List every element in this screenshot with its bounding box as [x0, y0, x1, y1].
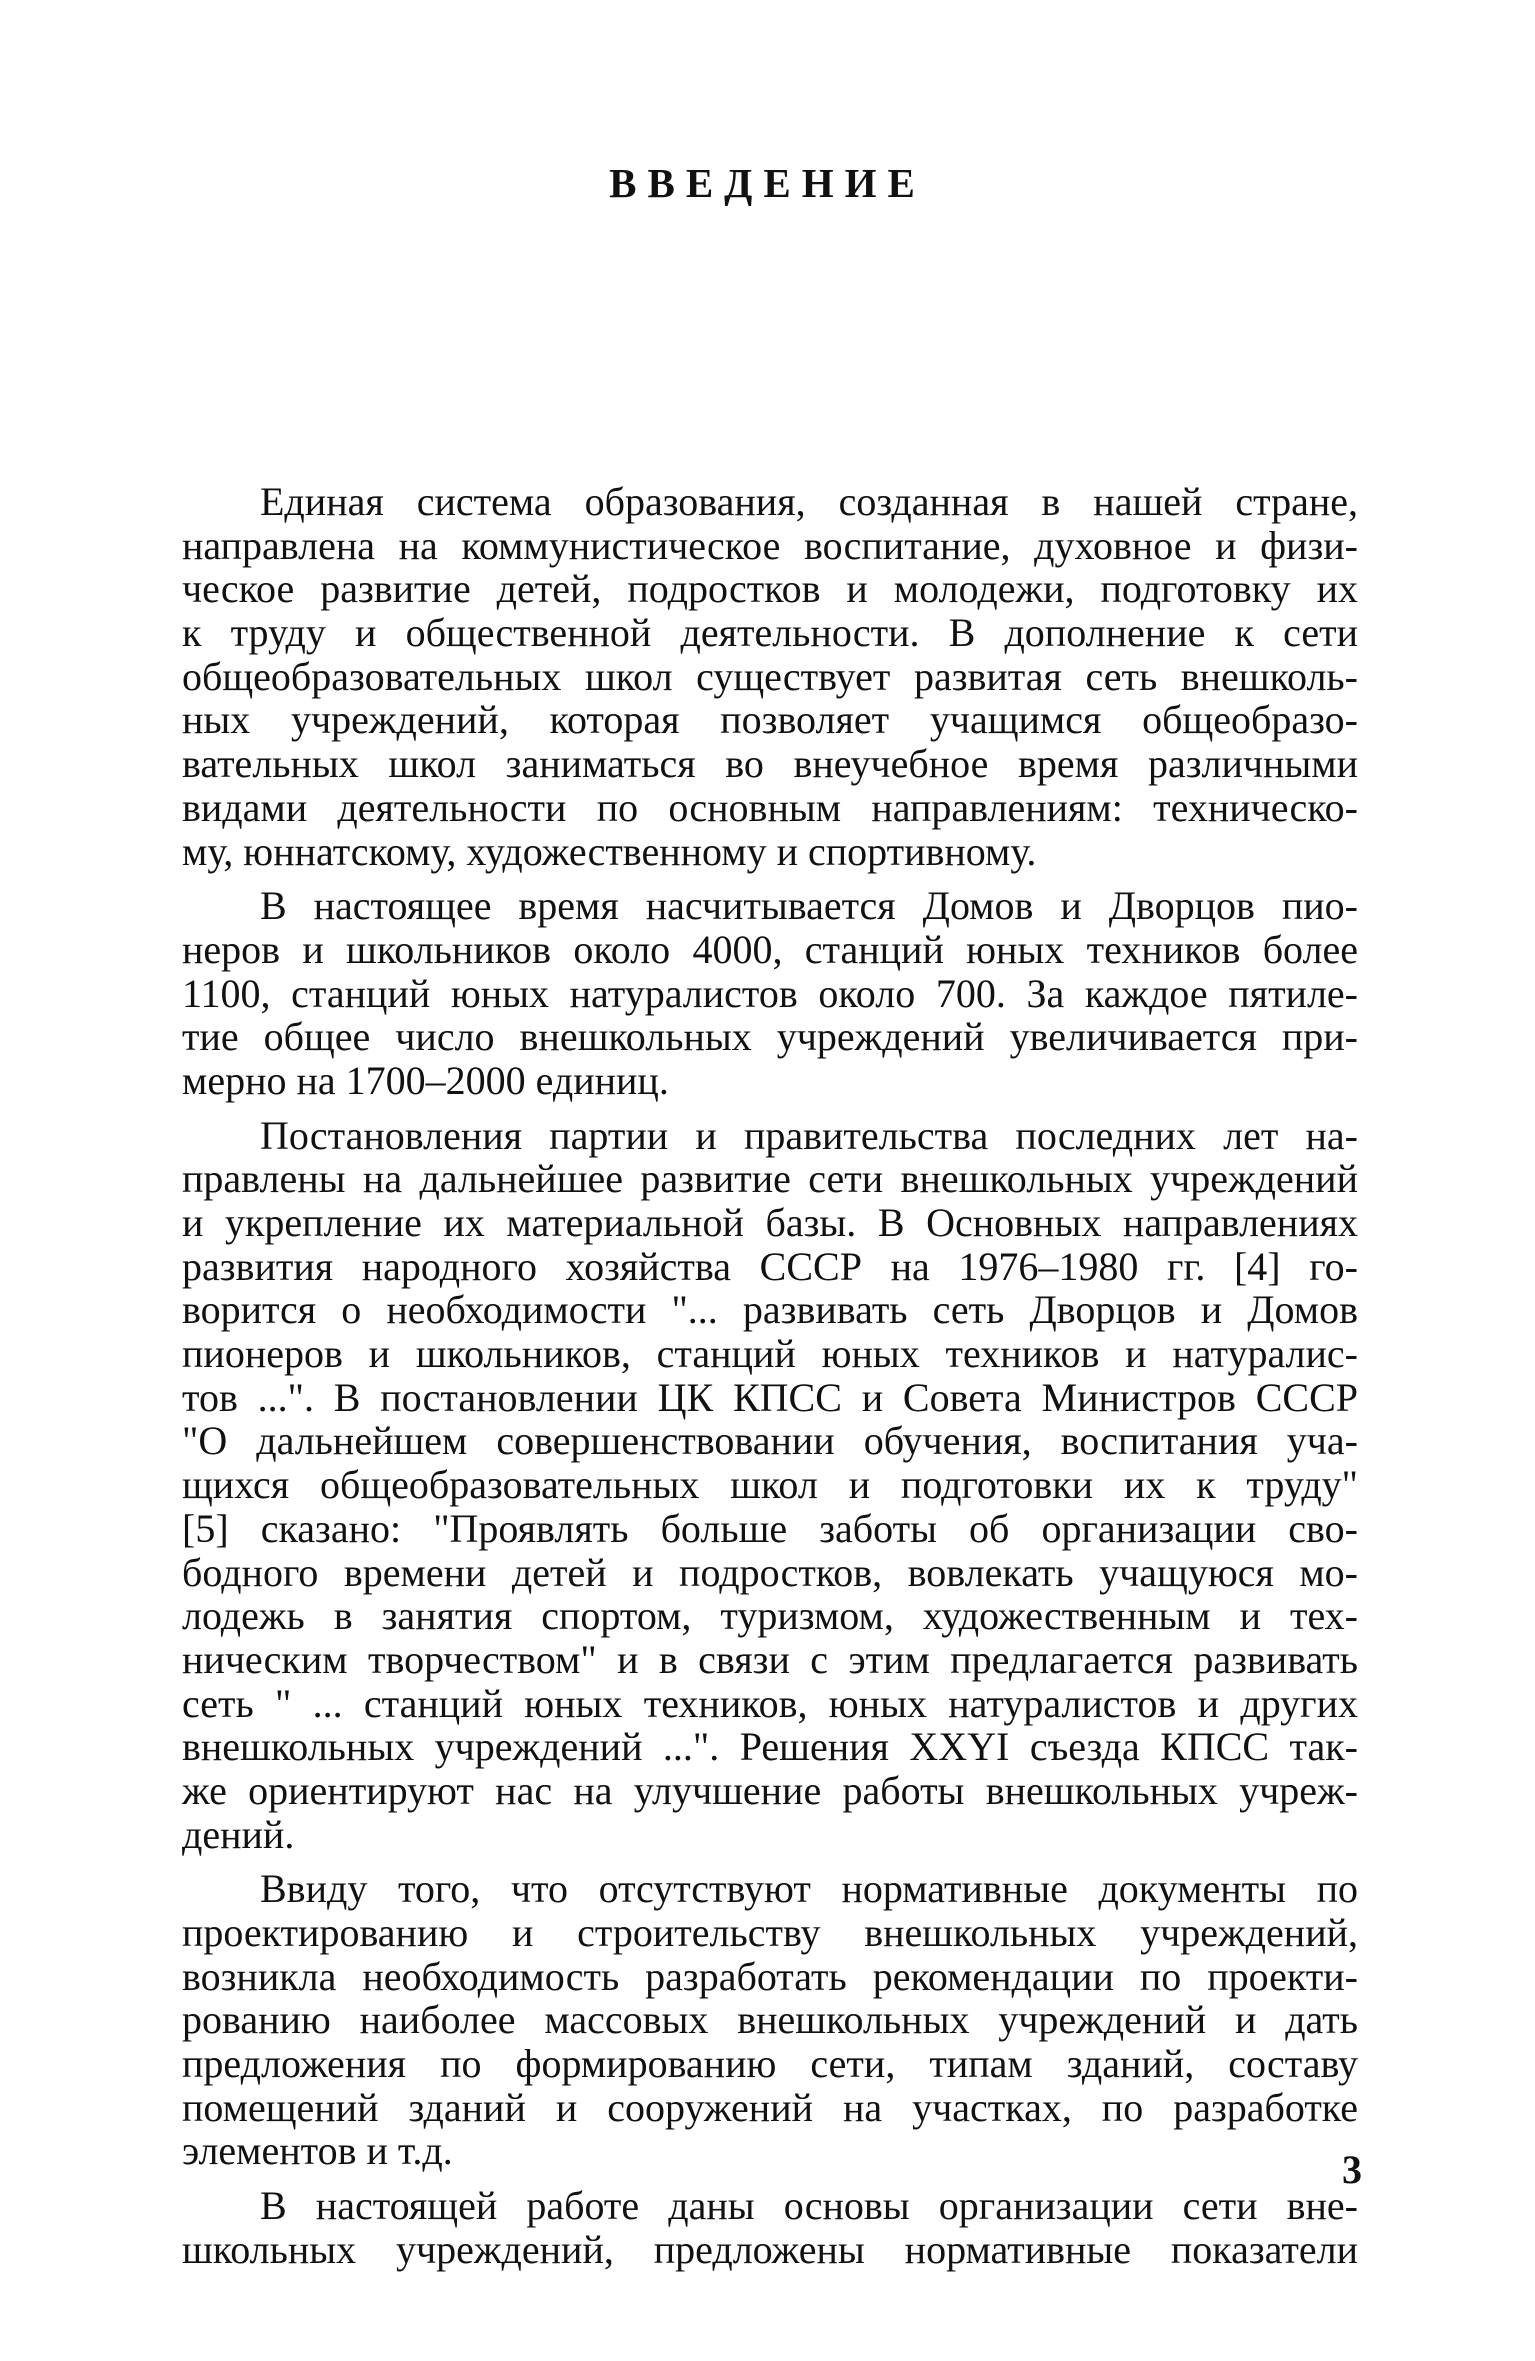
text-line: ных учреждений, которая позволяет учащимся общеобразо-: [182, 697, 1358, 743]
paragraph: [182, 480, 1358, 873]
text-line: видами деятельности по основным направлениям: техническо-: [182, 784, 1358, 830]
text-line: ческое развитие детей, подростков и молодежи, подготовку их: [182, 566, 1358, 612]
text-line: му, юннатскому, художественному и спортивному.: [182, 828, 1037, 874]
text-line: предложения по формированию сети, типам зданий, составу: [182, 2041, 1358, 2087]
text-line: направлена на коммунистическое воспитание, духовное и физи-: [182, 522, 1358, 568]
text-line: тов ...". В постановлении ЦК КПСС и Совета Министров СССР: [182, 1374, 1358, 1420]
text-line: [5] сказано: "Проявлять больше заботы об организации сво-: [182, 1505, 1358, 1551]
text-line: пионеров и школьников, станций юных техников и натуралис-: [182, 1331, 1358, 1377]
text-line: дений.: [182, 1811, 295, 1857]
text-line: лодежь в занятия спортом, туризмом, художественным и тех-: [182, 1593, 1358, 1639]
text-line: ворится о необходимости "... развивать сеть Дворцов и Домов: [182, 1287, 1358, 1333]
text-line: ническим творчеством" и в связи с этим предлагается развивать: [182, 1636, 1358, 1682]
text-line: вательных школ заниматься во внеучебное время различными: [182, 741, 1358, 787]
text-line: общеобразовательных школ существует развитая сеть внешколь-: [182, 653, 1358, 699]
text-line: и укрепление их материальной базы. В Основных направлениях: [182, 1200, 1358, 1245]
text-line: В настоящей работе даны основы организации сети вне-: [260, 2183, 1358, 2229]
text-line: Постановления партии и правительства последних лет на-: [260, 1112, 1358, 1158]
text-line: возникла необходимость разработать рекомендации по проекти-: [182, 1953, 1358, 1999]
text-line: правлены на дальнейшее развитие сети внешкольных учреждений: [182, 1156, 1358, 1202]
text-line: Единая система образования, созданная в нашей стране,: [260, 479, 1358, 524]
text-line: рованию наиболее массовых внешкольных учреждений и дать: [182, 1997, 1358, 2043]
text-line: сеть " ... станций юных техников, юных натуралистов и других: [182, 1680, 1358, 1726]
text-line: помещений зданий и сооружений на участках, по разработке: [182, 2084, 1358, 2130]
page-number: 3: [1342, 2147, 1362, 2192]
text-line: школьных учреждений, предложены нормативные показатели: [182, 2226, 1358, 2272]
paragraph: [182, 1114, 1358, 1857]
text-line: развития народного хозяйства СССР на 1976–1980 гг. [4] го-: [182, 1243, 1358, 1289]
text-line: 1100, станций юных натуралистов около 700. За каждое пятиле-: [182, 970, 1358, 1016]
paragraph: [182, 884, 1358, 1102]
body-text: [182, 480, 1358, 2272]
text-line: бодного времени детей и подростков, вовлекать учащуюся мо-: [182, 1549, 1358, 1595]
text-line: проектированию и строительству внешкольных учреждений,: [182, 1910, 1358, 1955]
text-line: же ориентируют нас на улучшение работы внешкольных учреж-: [182, 1767, 1358, 1813]
text-line: элементов и т.д.: [182, 2128, 453, 2174]
text-line: Ввиду того, что отсутствуют нормативные документы по: [260, 1866, 1358, 1912]
text-line: "О дальнейшем совершенствовании обучения, воспитания уча-: [182, 1418, 1358, 1464]
text-line: щихся общеобразовательных школ и подготовки их к труду": [182, 1462, 1358, 1508]
paragraph: [182, 1867, 1358, 2173]
text-line: В настоящее время насчитывается Домов и Дворцов пио-: [260, 883, 1358, 929]
text-line: тие общее число внешкольных учреждений увеличивается при-: [182, 1014, 1358, 1060]
text-line: внешкольных учреждений ...". Решения XXYI съезда КПСС так-: [182, 1724, 1358, 1770]
text-line: к труду и общественной деятельности. В дополнение к сети: [182, 610, 1358, 656]
paragraph: [182, 2184, 1358, 2271]
text-line: мерно на 1700–2000 единиц.: [182, 1057, 669, 1103]
page-title: ВВЕДЕНИЕ: [609, 160, 926, 206]
text-line: неров и школьников около 4000, станций юных техников более: [182, 926, 1358, 972]
